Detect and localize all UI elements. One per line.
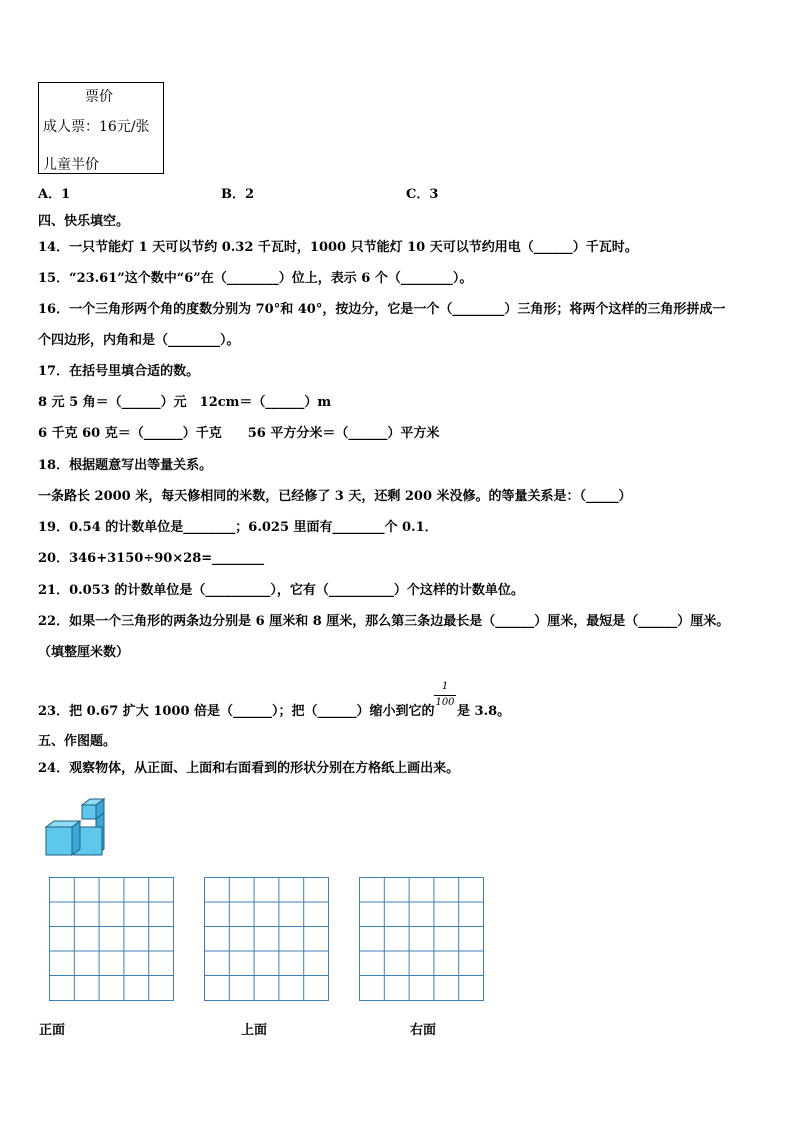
question-22-line-2: （填整厘米数） [38,645,130,660]
question-15: 15．“23.61”这个数中“6”在（________）位上，表示 6 个（________）。 [38,271,473,286]
question-19: 19．0.54 的计数单位是________；6.025 里面有________个 0.1． [38,520,438,535]
question-17: 17．在括号里填合适的数。 [38,364,200,379]
section-5-heading: 五、作图题。 [38,734,117,749]
option-c: C．3 [406,187,439,202]
ticket-title: 票价 [85,89,113,105]
question-23-part-1: 23．把 0.67 扩大 1000 倍是（______）；把（______）缩小到它的 [38,704,435,719]
grid-right-view [359,877,484,1001]
question-18-body: 一条路长 2000 米，每天修相同的米数，已经修了 3 天，还剩 200 米没修。的等量关系是：（_____） [38,489,632,504]
label-front: 正面 [39,1023,66,1038]
question-23-part-2: 是 3.8。 [457,704,511,719]
fraction-bar [434,695,456,696]
label-top: 上面 [241,1023,268,1038]
question-20: 20．346+3150÷90×28=________ [38,551,265,566]
question-17-item-1: 8 元 5 角＝（______）元 12cm＝（______）m [38,395,332,410]
fraction-one-hundredth [434,681,456,709]
option-a: A．1 [38,187,71,202]
fraction-numerator: 1 [441,681,449,692]
ticket-price-box [38,82,164,174]
fraction-denominator: 100 [435,697,455,708]
section-4-heading: 四、快乐填空。 [38,214,130,229]
question-21: 21．0.053 的计数单位是（__________），它有（__________）个这样的计数单位。 [38,583,524,598]
grid-front-view [49,877,174,1001]
adult-ticket-price: 成人票：16元/张 [43,119,150,135]
stacked-cubes-figure [44,797,108,859]
question-16-line-1: 16．一个三角形两个角的度数分别为 70°和 40°，按边分，它是一个（________）三角形；将两个这样的三角形拼成一 [38,302,726,317]
cube-front-left [46,821,80,855]
child-ticket-price: 儿童半价 [43,157,99,173]
question-24: 24．观察物体，从正面、上面和右面看到的形状分别在方格纸上画出来。 [38,761,460,776]
question-17-item-2: 6 千克 60 克＝（______）千克 56 平方分米＝（______）平方米 [38,426,440,441]
option-b: B．2 [221,187,255,202]
question-16-line-2: 个四边形，内角和是（________）。 [38,333,240,348]
question-22-line-1: 22．如果一个三角形的两条边分别是 6 厘米和 8 厘米，那么第三条边最长是（______）厘米，最短是（______）厘米。 [38,614,730,629]
question-14: 14．一只节能灯 1 天可以节约 0.32 千瓦时，1000 只节能灯 10 天可以节约用电（______）千瓦时。 [38,240,638,255]
question-18: 18．根据题意写出等量关系。 [38,458,213,473]
label-right: 右面 [410,1023,437,1038]
grid-top-view [204,877,329,1001]
